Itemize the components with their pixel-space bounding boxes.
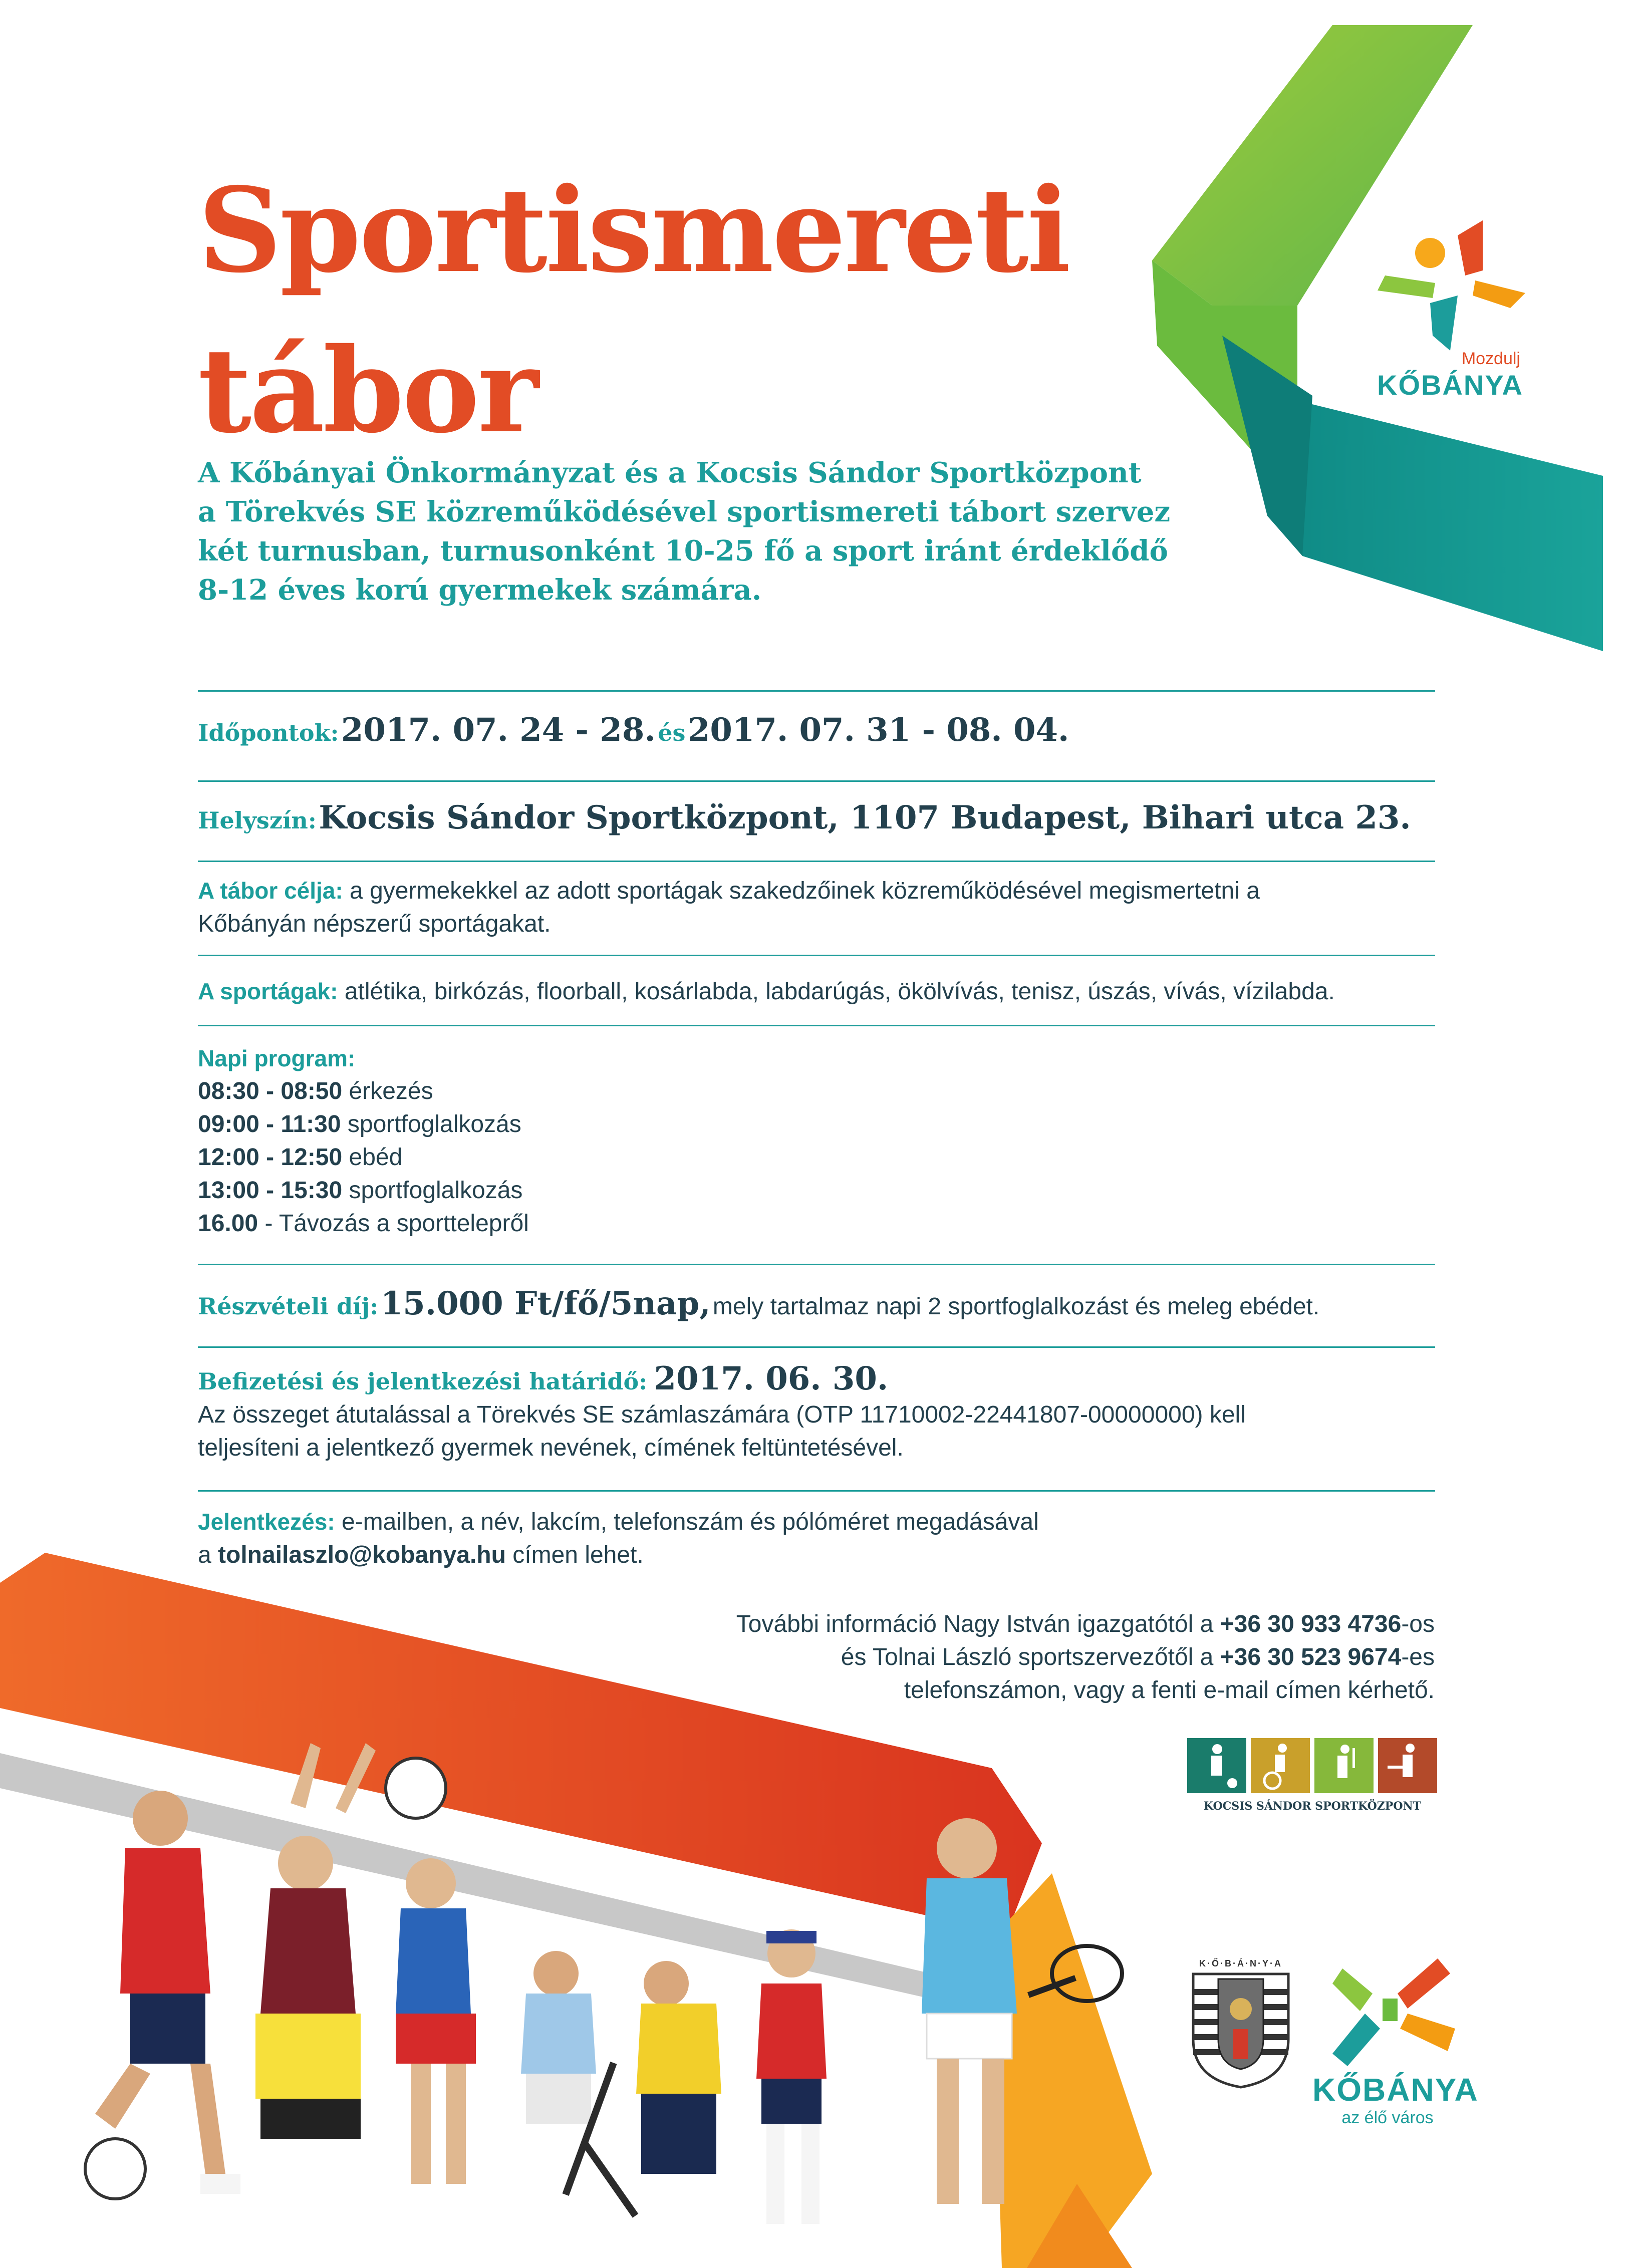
title-line-1: Sportismereti	[198, 162, 1069, 299]
program-label: Napi program:	[198, 1045, 356, 1071]
goal-section	[198, 874, 1435, 941]
children-sports-photo	[75, 1733, 1127, 2234]
contact-info-3: telefonszámon, vagy a fenti e-mail címen kérhető.	[904, 1677, 1435, 1704]
fee-section	[198, 1285, 1435, 1323]
program-item: 16.00 - Távozás a sporttelepről	[198, 1210, 529, 1237]
divider	[198, 780, 1435, 782]
apply-section: Jelentkezés: e-mailben, a név, lakcím, telefonszám és pólóméret megadásával a tolnailaszlo@kobanya.hu címen lehet.	[198, 1509, 1039, 1568]
sports-section	[198, 975, 1435, 1008]
fee-label: Részvételi díj:	[198, 1293, 379, 1320]
intro-paragraph	[198, 453, 1230, 610]
deadline-label: Befizetési és jelentkezési határidő:	[198, 1368, 648, 1395]
kobanya-city-logo	[1312, 1953, 1479, 2128]
boy-cap	[756, 1929, 827, 2224]
goal-text-2: Kőbányán népszerű sportágakat.	[198, 911, 551, 937]
program-item: 09:00 - 11:30 sportfoglalkozás	[198, 1111, 521, 1138]
divider	[198, 690, 1435, 692]
venue-value: Kocsis Sándor Sportközpont, 1107 Budapest, Bihari utca 23.	[319, 799, 1411, 836]
girl-tennis	[922, 1818, 1122, 2204]
sports-value: atlétika, birkózás, floorball, kosárlabda, labdarúgás, ökölvívás, tenisz, úszás, vívás, vízilabda.	[344, 978, 1335, 1005]
divider	[198, 1264, 1435, 1265]
boy-footballer	[85, 1791, 240, 2199]
fee-value: 15.000 Ft/fő/5nap,	[380, 1285, 711, 1322]
coat-of-arms-icon	[1188, 1969, 1293, 2089]
kobanya-star-icon	[1312, 1953, 1463, 2069]
dates-section	[198, 711, 1435, 749]
deadline-text-2: teljesíteni a jelentkező gyermek nevének, címének feltüntetésével.	[198, 1435, 904, 1461]
program-item: 13:00 - 15:30 sportfoglalkozás	[198, 1177, 523, 1204]
girl-netball	[386, 1758, 476, 2184]
goal-label: A tábor célja:	[198, 878, 343, 904]
deadline-text-1: Az összeget átutalással a Törekvés SE számlaszámára (OTP 11710002-22441807-00000000) kell	[198, 1401, 1246, 1428]
hockey-players	[521, 1951, 721, 2218]
intro-line-3: két turnusban, turnusonként 10-25 fő a sport iránt érdeklődő	[198, 534, 1168, 568]
program-item: 08:30 - 08:50 érkezés	[198, 1078, 433, 1104]
goal-text-1: a gyermekekkel az adott sportágak szakedzőinek közreműködésével megismertetni a	[350, 878, 1260, 904]
phone-2[interactable]: +36 30 523 9674	[1220, 1644, 1402, 1670]
intro-line-2: a Törekvés SE közreműködésével sportismereti tábort szervez	[198, 495, 1171, 528]
sports-label: A sportágak:	[198, 978, 338, 1004]
email-link[interactable]: tolnailaszlo@kobanya.hu	[218, 1542, 506, 1568]
kobanya-name: KŐBÁNYA	[1312, 2072, 1479, 2108]
dates-label: Időpontok:	[198, 719, 339, 746]
intro-line-4: 8-12 éves korú gyermekek számára.	[198, 574, 762, 607]
divider	[198, 1025, 1435, 1026]
deadline-value: 2017. 06. 30.	[654, 1360, 889, 1397]
mozdulj-kobanya-logo	[1375, 220, 1525, 411]
dates-conjunction: és	[658, 719, 686, 746]
page-title	[198, 150, 1069, 471]
program-section	[198, 1042, 1435, 1240]
divider	[198, 1490, 1435, 1492]
sport-pictogram-icons	[1187, 1738, 1438, 1793]
sportkozpont-name: KOCSIS SÁNDOR SPORTKÖZPONT	[1204, 1800, 1421, 1813]
fee-note: mely tartalmaz napi 2 sportfoglalkozást és meleg ebédet.	[712, 1293, 1320, 1320]
kobanya-crest	[1188, 1958, 1293, 2092]
phone-1[interactable]: +36 30 933 4736	[1220, 1611, 1402, 1637]
sportkozpont-logo	[1187, 1738, 1438, 1813]
deadline-section	[198, 1362, 1435, 1465]
venue-section	[198, 799, 1435, 836]
venue-label: Helyszín:	[198, 807, 317, 834]
mozdulj-big-text: KŐBÁNYA	[1377, 369, 1523, 401]
kobanya-slogan: az élő város	[1341, 2108, 1434, 2127]
contact-info: További információ Nagy István igazgatótól a +36 30 933 4736-os és Tolnai László sportszervezőtől a +36 30 523 9674-es telefonszámon, vagy a fenti e-mail címen kérhető.	[736, 1608, 1435, 1707]
divider	[198, 1346, 1435, 1348]
divider	[198, 861, 1435, 862]
dates-value-1: 2017. 07. 24 - 28.	[341, 711, 656, 749]
title-line-2: tábor	[198, 322, 537, 459]
mozdulj-figure-icon	[1375, 220, 1525, 351]
apply-label: Jelentkezés:	[198, 1509, 335, 1535]
program-item: 12:00 - 12:50 ebéd	[198, 1144, 403, 1171]
divider	[198, 955, 1435, 956]
apply-text-1: e-mailben, a név, lakcím, telefonszám és pólóméret megadásával	[341, 1509, 1039, 1535]
crest-text: K·Ő·B·Á·N·Y·A	[1199, 1958, 1282, 1968]
intro-line-1: A Kőbányai Önkormányzat és a Kocsis Sándor Sportközpont	[198, 456, 1142, 489]
mozdulj-small-text: Mozdulj	[1461, 349, 1520, 368]
girl-yellow-maroon	[255, 1743, 376, 2139]
dates-value-2: 2017. 07. 31 - 08. 04.	[687, 711, 1069, 749]
